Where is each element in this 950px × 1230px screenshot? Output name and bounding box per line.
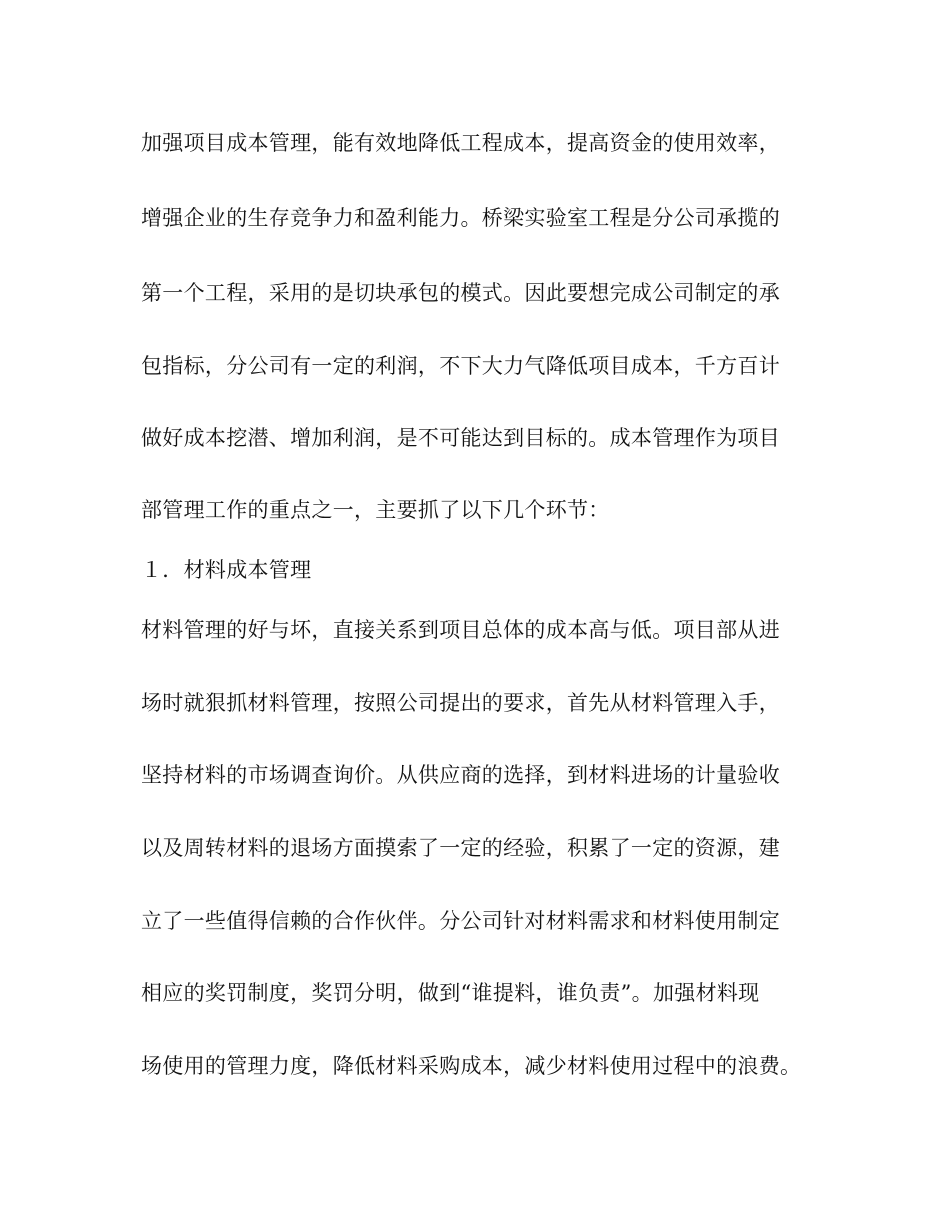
section-heading: １．材料成本管理	[141, 558, 312, 582]
text-line-13: 相应的奖罚制度，奖罚分明，做到“谁提料，谁负责”。加强材料现	[141, 981, 760, 1005]
text-line-10: 坚持材料的市场调查询价。从供应商的选择，到材料进场的计量验收	[141, 763, 780, 787]
text-line-3: 第一个工程，采用的是切块承包的模式。因此要想完成公司制定的承	[141, 281, 780, 305]
text-line-9: 场时就狠抓材料管理，按照公司提出的要求，首先从材料管理入手，	[141, 691, 780, 715]
text-line-6: 部管理工作的重点之一，主要抓了以下几个环节：	[141, 498, 610, 522]
text-line-2: 增强企业的生存竞争力和盈利能力。桥梁实验室工程是分公司承揽的	[141, 206, 780, 230]
text-line-4: 包指标，分公司有一定的利润，不下大力气降低项目成本，千方百计	[141, 354, 780, 378]
text-line-5: 做好成本挖潜、增加利润，是不可能达到目标的。成本管理作为项目	[141, 426, 780, 450]
text-line-11: 以及周转材料的退场方面摸索了一定的经验，积累了一定的资源，建	[141, 836, 780, 860]
text-line-1: 加强项目成本管理，能有效地降低工程成本，提高资金的使用效率，	[141, 131, 780, 155]
text-line-14: 场使用的管理力度，降低材料采购成本，减少材料使用过程中的浪费。	[141, 1054, 802, 1078]
text-line-8: 材料管理的好与坏，直接关系到项目总体的成本高与低。项目部从进	[141, 618, 780, 642]
text-line-12: 立了一些值得信赖的合作伙伴。分公司针对材料需求和材料使用制定	[141, 909, 780, 933]
